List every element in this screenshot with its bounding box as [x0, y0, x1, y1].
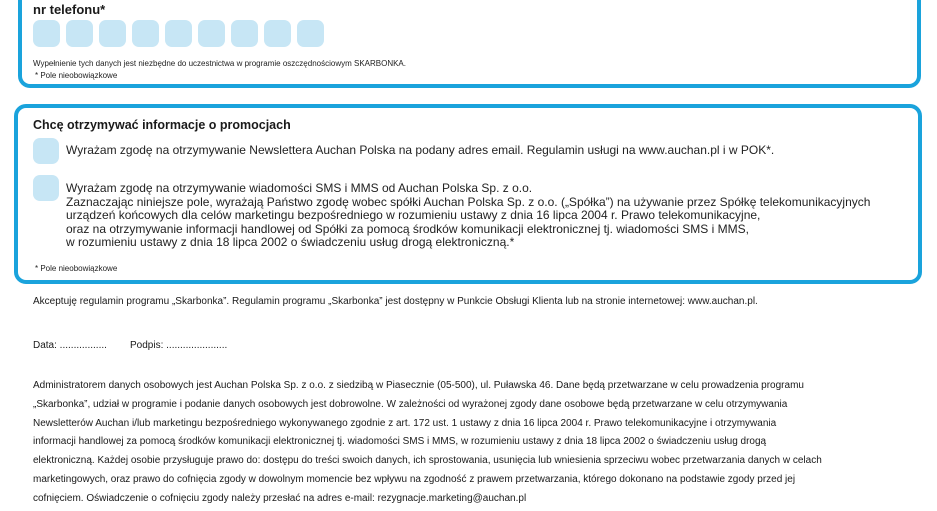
phone-digit-2[interactable] — [66, 20, 93, 47]
signature-field: Podpis: ...................... — [130, 340, 228, 351]
sms-consent-text — [66, 182, 906, 250]
paragraph-line: Administratorem danych osobowych jest Auchan Polska Sp. z o.o. z siedzibą w Piasecznie (05-500), ul. Puławska 46. Dane będą przetwarzane w celu prowadzenia programu — [33, 380, 804, 391]
phone-label: nr telefonu* — [33, 2, 106, 17]
phone-digit-fields — [33, 20, 324, 47]
newsletter-consent-text: Wyrażam zgodę na otrzymywanie Newslettera Auchan Polska na podany adres email. Regulamin usługi na www.auchan.pl i w POK*. — [66, 143, 775, 157]
promo-title: Chcę otrzymywać informacje o promocjach — [33, 118, 291, 132]
sms-consent-line: Wyrażam zgodę na otrzymywanie wiadomości SMS i MMS od Auchan Polska Sp. z o.o. — [66, 181, 533, 195]
sms-consent-line: oraz na otrzymywanie informacji handlowej od Spółki za pomocą środków komunikacji elektronicznej tj. wiadomości SMS i MMS, — [66, 221, 749, 236]
phone-digit-7[interactable] — [231, 20, 258, 47]
promo-optional-note: * Pole nieobowiązkowe — [35, 264, 118, 273]
terms-text: Akceptuję regulamin programu „Skarbonka”. Regulamin programu „Skarbonka” jest dostępny w Punkcie Obsługi Klienta lub na stronie internetowej: www.auchan.pl. — [33, 296, 758, 307]
paragraph-line: informacji handlowej za pomocą środków komunikacji elektronicznej tj. wiadomości SMS i MMS, w rozumieniu ustawy z dnia 18 lipca 2002 o świadczeniu usług drogą — [33, 436, 767, 448]
phone-digit-1[interactable] — [33, 20, 60, 47]
paragraph-line: cofnięciem. Oświadczenie o cofnięciu zgody należy przesłać na adres e-mail: rezygnacje.marketing@auchan.pl — [33, 492, 527, 504]
paragraph-line: „Skarbonka”, udział w programie i podanie danych osobowych jest dobrowolne. W zależności od wyrażonej zgody dane osobowe będą przetwarzane w celu otrzymywania — [33, 398, 788, 410]
sms-consent-line: urządzeń końcowych dla celów marketingu bezpośredniego w rozumieniu ustawy z dnia 16 lipca 2004 r. Prawo telekomunikacyjne, — [66, 208, 761, 223]
phone-note: Wypełnienie tych danych jest niezbędne do uczestnictwa w programie oszczędnościowym SKARBONKA. — [33, 59, 406, 68]
phone-digit-6[interactable] — [198, 20, 225, 47]
newsletter-checkbox[interactable] — [33, 138, 59, 164]
data-admin-paragraph — [33, 377, 913, 509]
date-field: Data: ................. — [33, 340, 107, 351]
phone-digit-8[interactable] — [264, 20, 291, 47]
phone-digit-3[interactable] — [99, 20, 126, 47]
paragraph-line: marketingowych, oraz prawo do cofnięcia zgody w dowolnym momencie bez wpływu na zgodność z prawem przetwarzania, którego dokonano na podstawie zgody przed jej — [33, 473, 796, 485]
sms-consent-line: Zaznaczając niniejsze pole, wyrażają Państwo zgodę wobec spółki Auchan Polska Sp. z o.o. („Spółka”) na używanie przez Spółkę telekomunikacyjnych — [66, 194, 871, 209]
phone-digit-9[interactable] — [297, 20, 324, 47]
phone-optional-note: * Pole nieobowiązkowe — [35, 71, 118, 80]
phone-digit-5[interactable] — [165, 20, 192, 47]
sms-checkbox[interactable] — [33, 175, 59, 201]
paragraph-line: elektroniczną. Każdej osobie przysługuje prawo do: dostępu do treści swoich danych, ich sprostowania, usunięcia lub wniesienia sprzeciwu wobec przetwarzania danych w celach — [33, 455, 822, 467]
phone-digit-4[interactable] — [132, 20, 159, 47]
sms-consent-line: w rozumieniu ustawy z dnia 18 lipca 2002 o świadczeniu usług drogą elektroniczną.* — [66, 235, 515, 250]
paragraph-line: Newsletterów Auchan i/lub marketingu bezpośredniego wykonywanego zgodnie z art. 172 ust. 1 ustawy z dnia 16 lipca 2004 r. Prawo telekomunikacyjne i otrzymywania — [33, 417, 777, 429]
